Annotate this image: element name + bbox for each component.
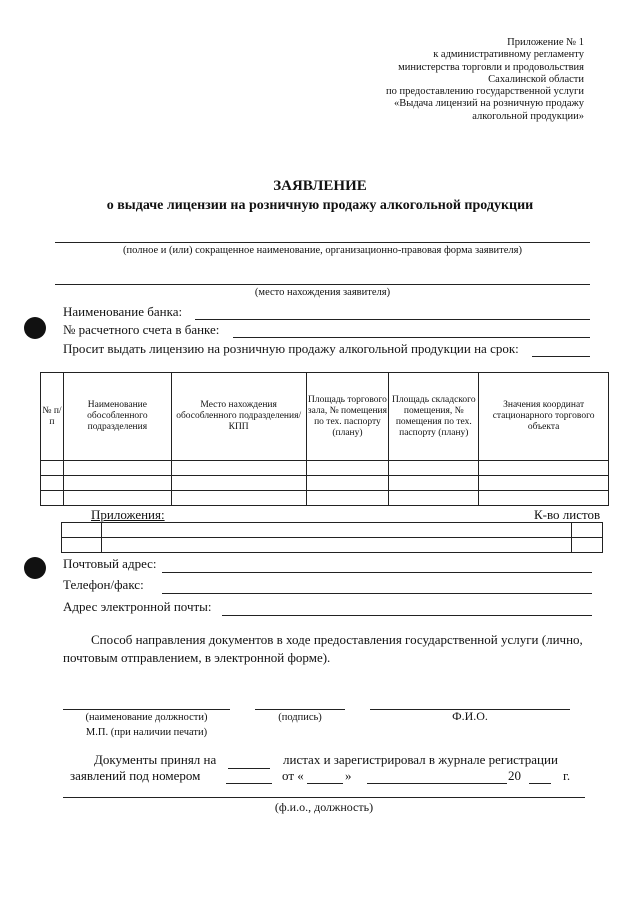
attachments-table [61,522,603,553]
date-day-line[interactable] [307,783,343,784]
account-label: № расчетного счета в банке: [63,322,220,337]
document-subtitle: о выдаче лицензии на розничную продажу алкогольной продукции [106,198,534,213]
date-quote-close: » [345,768,352,783]
table-cell[interactable] [389,491,479,506]
official-line[interactable] [63,797,585,798]
table-header-storage-area: Площадь складского помещения, № помещения по тех. паспорту (плану) [389,373,479,461]
position-line[interactable] [63,709,230,710]
attachments-count-label: К-во листов [534,507,601,522]
table-cell[interactable] [41,476,64,491]
postal-address-line[interactable] [162,572,592,573]
table-header-trading-area: Площадь торгового зала, № помещения по тех. паспорту (плану) [306,373,389,461]
table-cell[interactable] [306,461,389,476]
registration-number-line[interactable] [226,783,272,784]
email-line[interactable] [222,615,592,616]
official-caption: (ф.и.о., должность) [274,800,374,814]
table-cell[interactable] [479,461,609,476]
accepted-prefix: Документы принял на [94,752,217,767]
table-cell[interactable] [41,461,64,476]
date-year-suffix: г. [563,768,571,783]
table-cell[interactable] [101,538,571,553]
date-from-label: от « [282,768,304,783]
table-cell[interactable] [389,461,479,476]
date-year-line[interactable] [529,783,551,784]
appendix-line: алкогольной продукции» [472,110,584,122]
table-row [41,476,609,491]
appendix-line: министерства торговли и продовольствия [398,61,584,73]
table-cell[interactable] [63,491,171,506]
subdivisions-table [40,372,609,506]
applicant-name-caption: (полное и (или) сокращенное наименование, организационно-правовая форма заявителя) [123,245,522,256]
applicant-location-line[interactable] [55,284,590,285]
table-cell[interactable] [62,538,102,553]
table-header-coordinates: Значения координат стационарного торгового объекта [479,373,609,461]
request-label: Просит выдать лицензию на розничную продажу алкогольной продукции на срок: [63,341,519,356]
table-cell[interactable] [572,523,603,538]
appendix-line: по предоставлению государственной услуги [386,86,584,98]
table-cell[interactable] [62,523,102,538]
table-cell[interactable] [306,476,389,491]
stamp-caption: М.П. (при наличии печати) [85,727,208,738]
sheets-count-line[interactable] [228,768,270,769]
table-row [62,538,603,553]
table-cell[interactable] [572,538,603,553]
bank-name-label: Наименование банка: [63,304,183,319]
email-label: Адрес электронной почты: [63,599,212,614]
accepted-suffix: листах и зарегистрировал в журнале регистрации [283,752,558,767]
appendix-line: Сахалинской области [488,73,584,85]
table-cell[interactable] [389,476,479,491]
table-cell[interactable] [63,476,171,491]
applicant-name-line[interactable] [55,242,590,243]
fio-caption: Ф.И.О. [452,709,488,723]
date-year-prefix: 20 [508,768,521,783]
table-cell[interactable] [101,523,571,538]
punch-hole-top [24,317,46,339]
delivery-method-line-1: Способ направления документов в ходе предоставления государственной услуги (лично, [91,632,583,647]
signature-caption: (подпись) [278,712,322,723]
table-row [41,491,609,506]
table-cell[interactable] [479,491,609,506]
table-cell[interactable] [41,491,64,506]
document-title: ЗАЯВЛЕНИЕ [273,178,367,194]
table-cell[interactable] [171,476,306,491]
table-header-number: № п/п [41,373,64,461]
signature-line[interactable] [255,709,345,710]
table-cell[interactable] [479,476,609,491]
attachments-label: Приложения: [91,507,165,522]
applicant-location-caption: (место нахождения заявителя) [254,287,391,298]
punch-hole-bottom [24,557,46,579]
phone-fax-label: Телефон/факс: [63,577,144,592]
table-cell[interactable] [171,461,306,476]
appendix-header [386,37,584,123]
appendix-line: «Выдача лицензий на розничную продажу [394,98,584,110]
appendix-line: к административному регламенту [433,49,584,61]
table-cell[interactable] [306,491,389,506]
delivery-method-line-2: почтовым отправлением, в электронной форме). [63,650,331,665]
position-caption: (наименование должности) [85,712,208,723]
appendix-line: Приложение № 1 [507,37,584,48]
table-cell[interactable] [171,491,306,506]
table-header-subdivision-name: Наименование обособленного подразделения [63,373,171,461]
bank-name-line[interactable] [195,319,590,320]
table-cell[interactable] [63,461,171,476]
phone-fax-line[interactable] [162,593,592,594]
license-term-line[interactable] [532,356,590,357]
table-row [41,461,609,476]
postal-address-label: Почтовый адрес: [63,556,157,571]
account-number-line[interactable] [233,337,590,338]
registration-number-label: заявлений под номером [70,768,201,783]
date-month-line[interactable] [367,783,507,784]
table-row [62,523,603,538]
table-header-subdivision-location: Место нахождения обособленного подразделения/КПП [171,373,306,461]
